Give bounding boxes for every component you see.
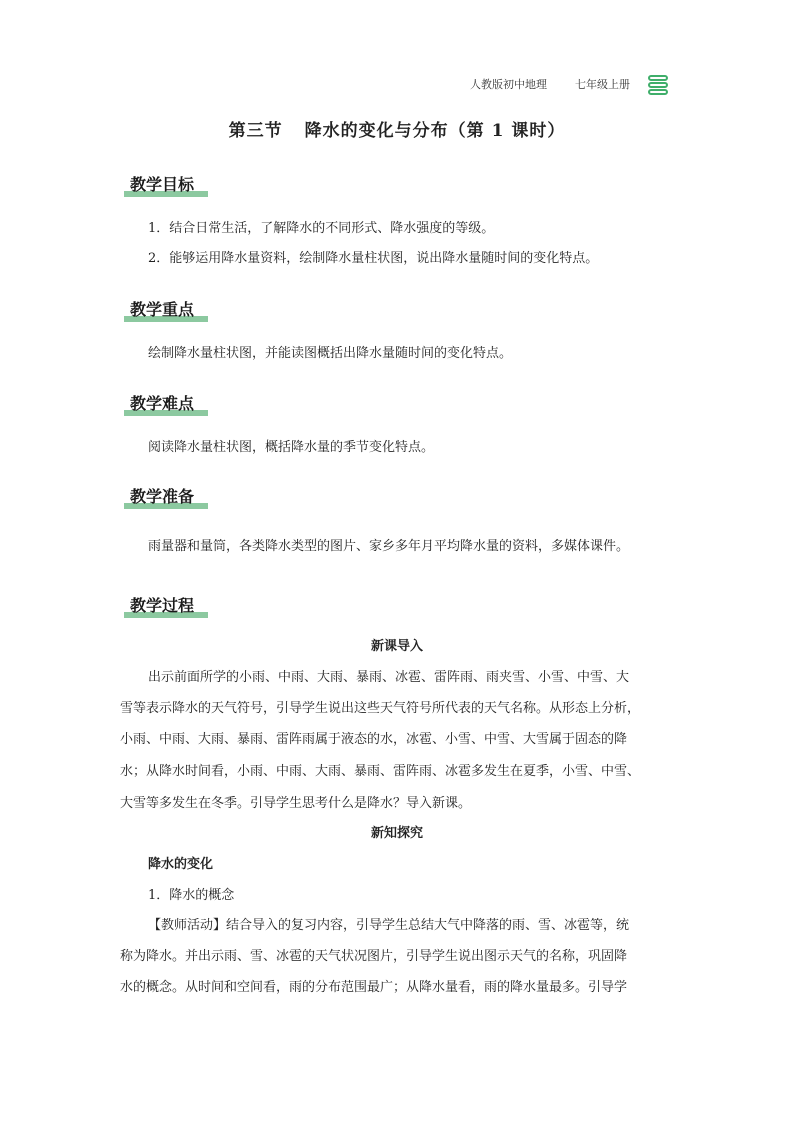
teacher-line-3: 水的概念。从时间和空间看，雨的分布范围最广；从降水量看，雨的降水量最多。引导学 — [120, 980, 628, 995]
intro-line-4: 水；从降水时间看，小雨、中雨、大雨、暴雨、雷阵雨、冰雹多发生在夏季，小雪、中雪、 — [120, 764, 641, 779]
intro-heading: 新课导入 — [370, 639, 423, 654]
intro-line-1: 出示前面所学的小雨、中雨、大雨、暴雨、冰雹、雷阵雨、雨夹雪、小雪、中雪、大 — [148, 670, 630, 685]
explore-heading: 新知探究 — [370, 826, 423, 841]
sub-item: 1．降水的概念 — [148, 888, 235, 903]
title-part2: 降水的变化与分布（第 1 课时） — [304, 121, 566, 141]
sub-heading: 降水的变化 — [148, 857, 214, 872]
objectives-heading: 教学目标 — [124, 172, 200, 197]
header-meta — [470, 76, 630, 92]
intro-line-2: 雪等表示降水的天气符号，引导学生说出这些天气符号所代表的天气名称。从形态上分析， — [120, 701, 641, 716]
publisher-label: 人教版初中地理 — [470, 78, 547, 91]
key-points-heading: 教学重点 — [124, 297, 200, 322]
title-part1: 第三节 — [228, 121, 283, 141]
teacher-label: 【教师活动】 — [148, 918, 227, 933]
teacher-line-1-text: 结合导入的复习内容，引导学生总结大气中降落的雨、雪、冰雹等，统 — [226, 918, 630, 933]
preparation-heading: 教学准备 — [124, 484, 200, 509]
grade-label: 七年级上册 — [575, 78, 630, 91]
objective-item-1: 1．结合日常生活，了解降水的不同形式、降水强度的等级。 — [148, 221, 495, 236]
stacked-bars-icon — [647, 74, 669, 96]
difficulties-text: 阅读降水量柱状图，概括降水量的季节变化特点。 — [148, 440, 435, 455]
teacher-line-1 — [148, 914, 629, 933]
page-title — [0, 116, 794, 141]
preparation-text: 雨量器和量筒，各类降水类型的图片、家乡多年月平均降水量的资料，多媒体课件。 — [148, 539, 630, 554]
process-heading: 教学过程 — [124, 593, 200, 618]
difficulties-heading: 教学难点 — [124, 391, 200, 416]
teacher-line-2: 称为降水。并出示雨、雪、冰雹的天气状况图片，引导学生说出图示天气的名称，巩固降 — [120, 949, 628, 964]
key-points-text: 绘制降水量柱状图，并能读图概括出降水量随时间的变化特点。 — [148, 346, 513, 361]
objective-item-2: 2．能够运用降水量资料，绘制降水量柱状图，说出降水量随时间的变化特点。 — [148, 251, 599, 266]
intro-line-5: 大雪等多发生在冬季。引导学生思考什么是降水？导入新课。 — [120, 796, 472, 811]
intro-line-3: 小雨、中雨、大雨、暴雨、雷阵雨属于液态的水，冰雹、小雪、中雪、大雪属于固态的降 — [120, 732, 628, 747]
